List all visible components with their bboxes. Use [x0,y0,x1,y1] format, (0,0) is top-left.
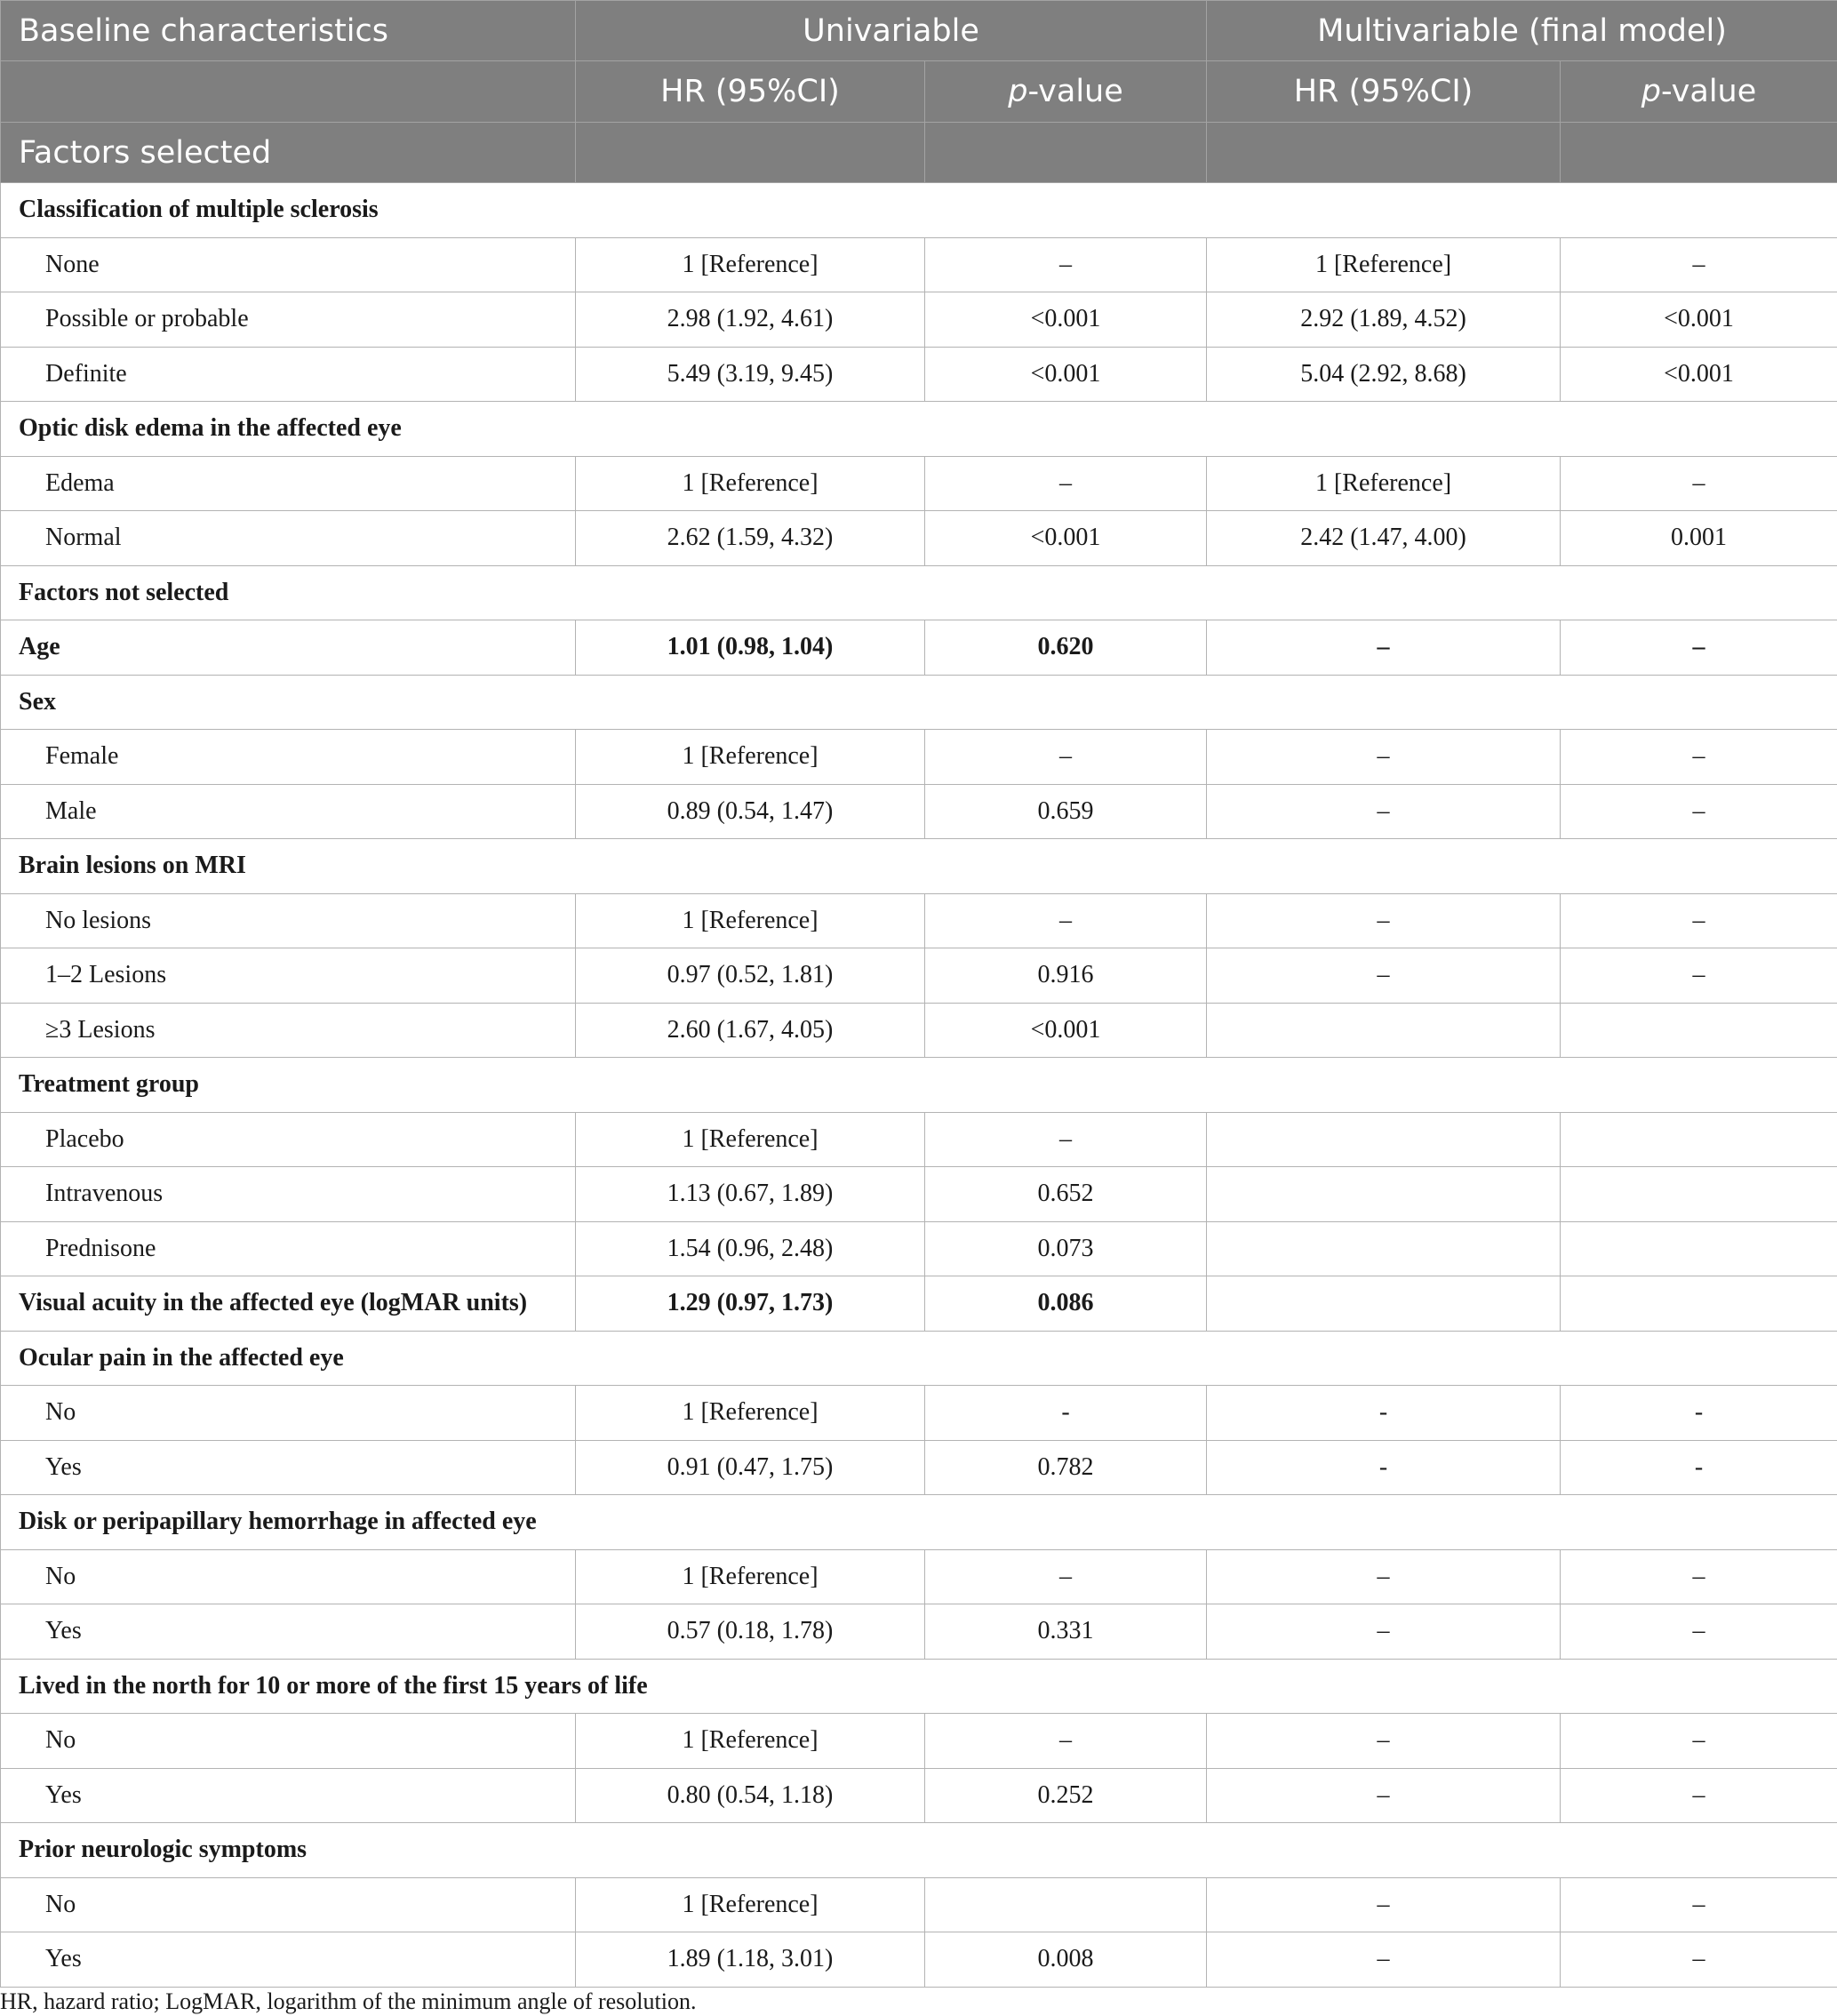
multivariable-hr-cell: 2.42 (1.47, 4.00) [1207,511,1561,566]
univariable-p-cell: – [925,893,1207,948]
multivariable-hr-cell: – [1207,1604,1561,1660]
multivariable-hr-cell: – [1207,620,1561,676]
multivariable-p-cell: – [1561,456,1837,511]
multivariable-hr-cell: – [1207,1877,1561,1932]
univariable-p-cell: – [925,237,1207,292]
row-label: Yes [1,1604,576,1660]
section-label: Factors not selected [1,565,1837,620]
row-label: Intravenous [1,1167,576,1222]
header-multi-hr: HR (95%CI) [1207,61,1561,123]
section-row [1,183,1837,238]
table-row [1,237,1837,292]
univariable-p-cell: – [925,1714,1207,1769]
multivariable-hr-cell: – [1207,1549,1561,1604]
univariable-p-cell: 0.620 [925,620,1207,676]
multivariable-hr-cell: – [1207,1768,1561,1823]
univariable-hr-cell: 1.54 (0.96, 2.48) [576,1221,925,1276]
multivariable-p-cell: – [1561,948,1837,1004]
multivariable-hr-cell [1207,1003,1561,1058]
table-row [1,1714,1837,1769]
multivariable-hr-cell: – [1207,948,1561,1004]
univariable-hr-cell: 1.01 (0.98, 1.04) [576,620,925,676]
univariable-hr-cell: 0.57 (0.18, 1.78) [576,1604,925,1660]
section-label: Lived in the north for 10 or more of the first 15 years of life [1,1659,1837,1714]
row-label: No [1,1549,576,1604]
section-label: Sex [1,675,1837,730]
section-label: Treatment group [1,1058,1837,1113]
table-row [1,1549,1837,1604]
univariable-p-cell: 0.659 [925,784,1207,839]
univariable-p-cell [925,1877,1207,1932]
section-label: Optic disk edema in the affected eye [1,402,1837,457]
section-row [1,1659,1837,1714]
table-row [1,730,1837,785]
univariable-p-cell: 0.252 [925,1768,1207,1823]
section-label: Disk or peripapillary hemorrhage in affected eye [1,1495,1837,1550]
row-label: Possible or probable [1,292,576,348]
row-label: Yes [1,1932,576,1988]
row-label: Placebo [1,1112,576,1167]
univariable-hr-cell: 1.89 (1.18, 3.01) [576,1932,925,1988]
header-univariable: Univariable [576,1,1207,61]
section-label: Brain lesions on MRI [1,839,1837,894]
section-row [1,1058,1837,1113]
section-label: Prior neurologic symptoms [1,1823,1837,1878]
univariable-hr-cell: 0.89 (0.54, 1.47) [576,784,925,839]
section-row [1,402,1837,457]
table-row [1,1932,1837,1988]
header-baseline: Baseline characteristics [1,1,576,61]
section-row [1,565,1837,620]
row-label: No [1,1714,576,1769]
row-label: Visual acuity in the affected eye (logMAR units) [1,1276,576,1332]
row-label: None [1,237,576,292]
univariable-hr-cell: 1 [Reference] [576,1714,925,1769]
multivariable-hr-cell: – [1207,893,1561,948]
univariable-hr-cell: 2.62 (1.59, 4.32) [576,511,925,566]
multivariable-hr-cell: – [1207,1714,1561,1769]
table-row [1,893,1837,948]
table-row [1,1877,1837,1932]
multivariable-hr-cell: – [1207,1932,1561,1988]
header-multi-p [1561,61,1837,123]
table-row [1,784,1837,839]
univariable-hr-cell: 1.29 (0.97, 1.73) [576,1276,925,1332]
multivariable-p-cell [1561,1167,1837,1222]
table-row [1,1604,1837,1660]
multivariable-p-cell: – [1561,1714,1837,1769]
row-label: 1–2 Lesions [1,948,576,1004]
row-label: No [1,1877,576,1932]
row-label: Age [1,620,576,676]
multivariable-p-cell [1561,1221,1837,1276]
univariable-p-cell: 0.782 [925,1440,1207,1495]
section-row [1,839,1837,894]
univariable-p-cell: 0.652 [925,1167,1207,1222]
univariable-hr-cell: 0.80 (0.54, 1.18) [576,1768,925,1823]
univariable-hr-cell: 1 [Reference] [576,1877,925,1932]
multivariable-hr-cell: 1 [Reference] [1207,237,1561,292]
univariable-p-cell: – [925,1549,1207,1604]
univariable-hr-cell: 2.60 (1.67, 4.05) [576,1003,925,1058]
header-empty-cell [1207,123,1561,183]
multivariable-p-cell: – [1561,1604,1837,1660]
table-row [1,456,1837,511]
section-row [1,675,1837,730]
multivariable-p-cell: - [1561,1386,1837,1441]
header-blank [1,61,576,123]
univariable-hr-cell: 1 [Reference] [576,237,925,292]
section-row [1,1495,1837,1550]
header-empty-cell [925,123,1207,183]
univariable-hr-cell: 1 [Reference] [576,730,925,785]
multivariable-p-cell [1561,1003,1837,1058]
univariable-hr-cell: 0.91 (0.47, 1.75) [576,1440,925,1495]
p-rest: -value [1660,74,1757,109]
row-label: Prednisone [1,1221,576,1276]
header-empty-cell [1561,123,1837,183]
table-row [1,620,1837,676]
table-row [1,1276,1837,1332]
univariable-hr-cell: 1 [Reference] [576,1549,925,1604]
header-uni-p [925,61,1207,123]
univariable-hr-cell: 1 [Reference] [576,893,925,948]
multivariable-hr-cell: 2.92 (1.89, 4.52) [1207,292,1561,348]
multivariable-hr-cell: – [1207,730,1561,785]
table-row [1,347,1837,402]
table-row [1,1768,1837,1823]
table-row [1,1003,1837,1058]
header-factors-selected: Factors selected [1,123,576,183]
multivariable-hr-cell [1207,1112,1561,1167]
p-italic: p [1641,74,1661,109]
row-label: No lesions [1,893,576,948]
multivariable-hr-cell [1207,1276,1561,1332]
univariable-hr-cell: 1 [Reference] [576,1112,925,1167]
univariable-p-cell: 0.008 [925,1932,1207,1988]
multivariable-hr-cell: - [1207,1386,1561,1441]
table-row [1,292,1837,348]
univariable-p-cell: 0.916 [925,948,1207,1004]
multivariable-p-cell: – [1561,784,1837,839]
multivariable-p-cell: – [1561,1549,1837,1604]
univariable-p-cell: <0.001 [925,292,1207,348]
univariable-hr-cell: 1.13 (0.67, 1.89) [576,1167,925,1222]
table-row [1,948,1837,1004]
multivariable-p-cell [1561,1112,1837,1167]
table-row [1,1221,1837,1276]
table-footnote: HR, hazard ratio; LogMAR, logarithm of the minimum angle of resolution. [0,1988,697,2014]
multivariable-hr-cell [1207,1221,1561,1276]
univariable-p-cell: 0.331 [925,1604,1207,1660]
multivariable-hr-cell: – [1207,784,1561,839]
row-label: Yes [1,1768,576,1823]
univariable-p-cell: 0.086 [925,1276,1207,1332]
table-row [1,1112,1837,1167]
multivariable-hr-cell: 5.04 (2.92, 8.68) [1207,347,1561,402]
univariable-p-cell: <0.001 [925,511,1207,566]
multivariable-hr-cell: 1 [Reference] [1207,456,1561,511]
row-label: Male [1,784,576,839]
p-rest: -value [1027,74,1123,109]
p-italic: p [1008,74,1028,109]
header-empty-cell [576,123,925,183]
univariable-p-cell: 0.073 [925,1221,1207,1276]
row-label: Definite [1,347,576,402]
row-label: Normal [1,511,576,566]
row-label: No [1,1386,576,1441]
table-row [1,1167,1837,1222]
multivariable-p-cell: 0.001 [1561,511,1837,566]
multivariable-p-cell: - [1561,1440,1837,1495]
multivariable-p-cell: – [1561,620,1837,676]
univariable-hr-cell: 5.49 (3.19, 9.45) [576,347,925,402]
multivariable-p-cell: – [1561,1877,1837,1932]
section-row [1,1331,1837,1386]
multivariable-p-cell: – [1561,730,1837,785]
univariable-p-cell: <0.001 [925,347,1207,402]
table-header [1,1,1837,183]
univariable-hr-cell: 2.98 (1.92, 4.61) [576,292,925,348]
multivariable-p-cell [1561,1276,1837,1332]
table-body [1,183,1837,1988]
multivariable-hr-cell: - [1207,1440,1561,1495]
table-row [1,1386,1837,1441]
table-row [1,511,1837,566]
univariable-hr-cell: 1 [Reference] [576,1386,925,1441]
section-label: Ocular pain in the affected eye [1,1331,1837,1386]
header-uni-hr: HR (95%CI) [576,61,925,123]
row-label: Yes [1,1440,576,1495]
multivariable-p-cell: – [1561,1932,1837,1988]
section-row [1,1823,1837,1878]
univariable-p-cell: – [925,730,1207,785]
multivariable-p-cell: – [1561,893,1837,948]
multivariable-p-cell: <0.001 [1561,292,1837,348]
univariable-p-cell: – [925,456,1207,511]
univariable-p-cell: - [925,1386,1207,1441]
section-label: Classification of multiple sclerosis [1,183,1837,238]
header-multivariable: Multivariable (final model) [1207,1,1837,61]
multivariable-p-cell: – [1561,1768,1837,1823]
multivariable-hr-cell [1207,1167,1561,1222]
multivariable-p-cell: <0.001 [1561,347,1837,402]
multivariable-p-cell: – [1561,237,1837,292]
univariable-hr-cell: 0.97 (0.52, 1.81) [576,948,925,1004]
univariable-p-cell: <0.001 [925,1003,1207,1058]
row-label: ≥3 Lesions [1,1003,576,1058]
table-row [1,1440,1837,1495]
univariable-hr-cell: 1 [Reference] [576,456,925,511]
univariable-p-cell: – [925,1112,1207,1167]
row-label: Female [1,730,576,785]
row-label: Edema [1,456,576,511]
